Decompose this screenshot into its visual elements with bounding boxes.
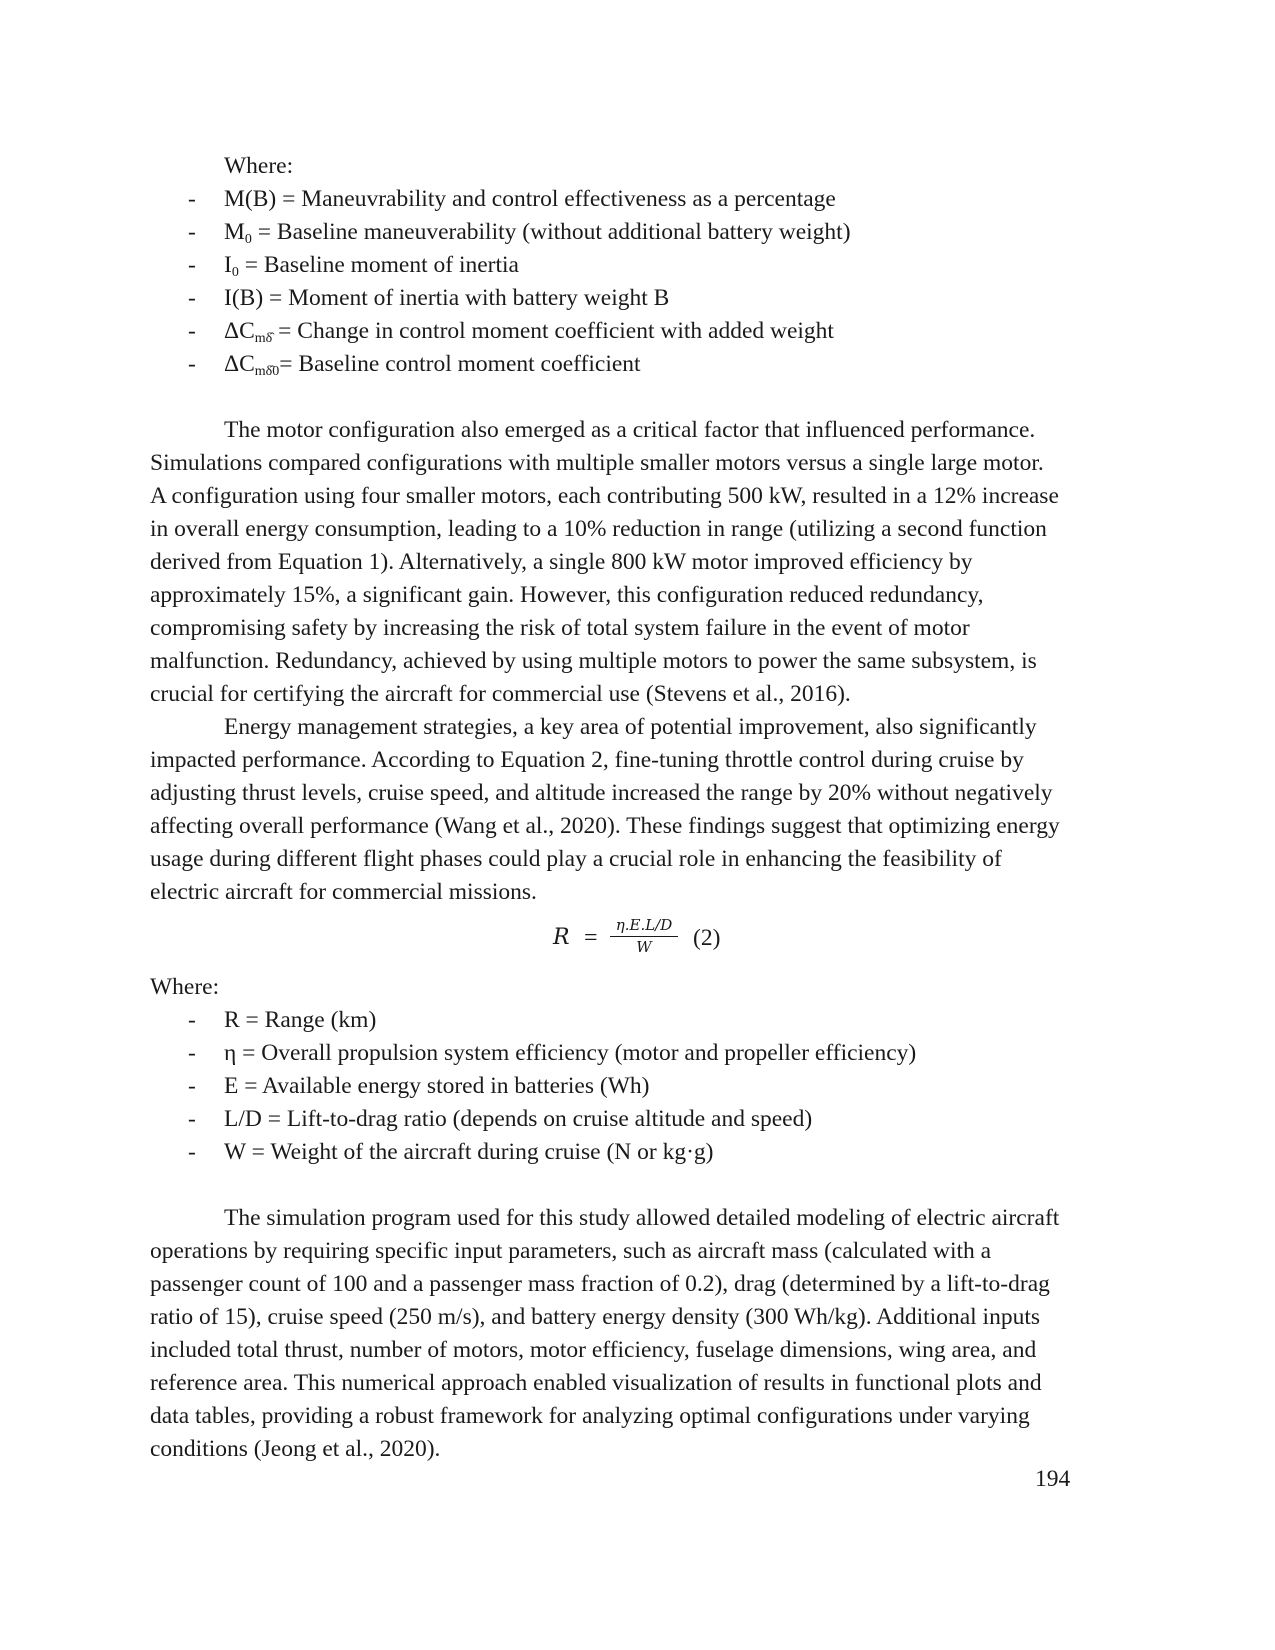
- paragraph-line: passenger count of 100 and a passenger mass fraction of 0.2), drag (determined by a lift-to-drag: [150, 1271, 1050, 1297]
- equation-equals: =: [584, 925, 598, 951]
- bullet-dash: -: [188, 1139, 196, 1165]
- definition-text: I(B) = Moment of inertia with battery weight B: [224, 285, 670, 311]
- definition-text: E = Available energy stored in batteries (Wh): [224, 1073, 650, 1099]
- paragraph-line: Energy management strategies, a key area of potential improvement, also significantly: [224, 714, 1037, 740]
- paragraph-line: Simulations compared configurations with multiple smaller motors versus a single large motor.: [150, 450, 1044, 476]
- where-label-1: Where:: [224, 153, 294, 179]
- definition-item: [150, 216, 1122, 249]
- spacer: [150, 1169, 1122, 1202]
- bullet-dash: -: [188, 219, 196, 245]
- paragraph-line: usage during different flight phases could play a crucial role in enhancing the feasibility of: [150, 846, 1002, 872]
- paragraph-line: derived from Equation 1). Alternatively, a single 800 kW motor improved efficiency by: [150, 549, 973, 575]
- paragraph-line: in overall energy consumption, leading to a 10% reduction in range (utilizing a second function: [150, 516, 1047, 542]
- equation-fraction: [610, 915, 678, 957]
- paragraph-line: malfunction. Redundancy, achieved by using multiple motors to power the same subsystem, is: [150, 648, 1037, 674]
- definition-item: [150, 1004, 1122, 1037]
- bullet-dash: -: [188, 186, 196, 212]
- definition-text: = Change in control moment coefficient with added weight: [272, 318, 834, 344]
- symbol-subscript: 0: [244, 232, 252, 247]
- bullet-dash: -: [188, 318, 196, 344]
- paragraph-line: impacted performance. According to Equation 2, fine-tuning throttle control during cruise by: [150, 747, 1024, 773]
- equation-denominator: W: [636, 938, 652, 956]
- symbol-subscript: mδ̂0: [254, 364, 280, 379]
- paragraph-energy-management: [150, 711, 1122, 909]
- definition-text: = Baseline maneuverability (without additional battery weight): [251, 219, 851, 245]
- where-label-2: Where:: [150, 974, 220, 1000]
- definition-text: L/D = Lift-to-drag ratio (depends on cruise altitude and speed): [224, 1106, 813, 1132]
- paragraph-line: conditions (Jeong et al., 2020).: [150, 1436, 441, 1462]
- definition-item: [150, 1037, 1122, 1070]
- spacer: [150, 381, 1122, 414]
- page-body: [150, 150, 1122, 1466]
- equation-2: [150, 915, 1122, 971]
- paragraph-line: operations by requiring specific input parameters, such as aircraft mass (calculated with a: [150, 1238, 992, 1264]
- paragraph-line: adjusting thrust levels, cruise speed, and altitude increased the range by 20% without negatively: [150, 780, 1053, 806]
- bullet-dash: -: [188, 1007, 196, 1033]
- bullet-dash: -: [188, 1106, 196, 1132]
- definition-text: W = Weight of the aircraft during cruise (N or kg·g): [224, 1139, 714, 1165]
- symbol: I: [224, 252, 232, 278]
- definition-item: [150, 315, 1122, 348]
- paragraph-line: The motor configuration also emerged as a critical factor that influenced performance.: [224, 417, 1036, 443]
- definition-text: η = Overall propulsion system efficiency (motor and propeller efficiency): [224, 1040, 917, 1066]
- paragraph-line: The simulation program used for this study allowed detailed modeling of electric aircraft: [224, 1205, 1060, 1231]
- paragraph-line: affecting overall performance (Wang et al., 2020). These findings suggest that optimizing energy: [150, 813, 1060, 839]
- definition-item: [150, 1103, 1122, 1136]
- definition-item: [150, 183, 1122, 216]
- bullet-dash: -: [188, 285, 196, 311]
- equation-numerator: η.E.L/D: [610, 915, 678, 937]
- definition-text: = Baseline control moment coefficient: [279, 351, 641, 377]
- definition-item: [150, 348, 1122, 381]
- symbol-subscript: mδ̂: [254, 331, 273, 346]
- paragraph-line: data tables, providing a robust framework for analyzing optimal configurations under varying: [150, 1403, 1030, 1429]
- paragraph-line: included total thrust, number of motors, motor efficiency, fuselage dimensions, wing area, and: [150, 1337, 1037, 1363]
- page-number: 194: [1035, 1466, 1071, 1492]
- definition-text: = Baseline moment of inertia: [238, 252, 519, 278]
- symbol: M: [224, 219, 245, 245]
- bullet-dash: -: [188, 1073, 196, 1099]
- paragraph-line: crucial for certifying the aircraft for commercial use (Stevens et al., 2016).: [150, 681, 851, 707]
- bullet-dash: -: [188, 351, 196, 377]
- paragraph-line: electric aircraft for commercial missions.: [150, 879, 537, 905]
- bullet-dash: -: [188, 1040, 196, 1066]
- symbol-subscript: 0: [231, 265, 239, 280]
- definition-item: [150, 249, 1122, 282]
- definition-item: [150, 1070, 1122, 1103]
- definition-item: [150, 1136, 1122, 1169]
- equation-lhs: R: [553, 925, 570, 950]
- paragraph-motor-configuration: [150, 414, 1122, 711]
- equation-label: (2): [693, 925, 721, 951]
- paragraph-line: compromising safety by increasing the risk of total system failure in the event of motor: [150, 615, 970, 641]
- symbol: ΔC: [224, 318, 255, 344]
- paragraph-simulation-program: [150, 1202, 1122, 1466]
- symbol: ΔC: [224, 351, 255, 377]
- paragraph-line: reference area. This numerical approach enabled visualization of results in functional plots and: [150, 1370, 1042, 1396]
- bullet-dash: -: [188, 252, 196, 278]
- paragraph-line: approximately 15%, a significant gain. However, this configuration reduced redundancy,: [150, 582, 984, 608]
- paragraph-line: ratio of 15), cruise speed (250 m/s), and battery energy density (300 Wh/kg). Additional inputs: [150, 1304, 1040, 1330]
- definition-text: M(B) = Maneuvrability and control effectiveness as a percentage: [224, 186, 836, 212]
- definition-item: [150, 282, 1122, 315]
- definition-text: R = Range (km): [224, 1007, 377, 1033]
- paragraph-line: A configuration using four smaller motors, each contributing 500 kW, resulted in a 12% increase: [150, 483, 1059, 509]
